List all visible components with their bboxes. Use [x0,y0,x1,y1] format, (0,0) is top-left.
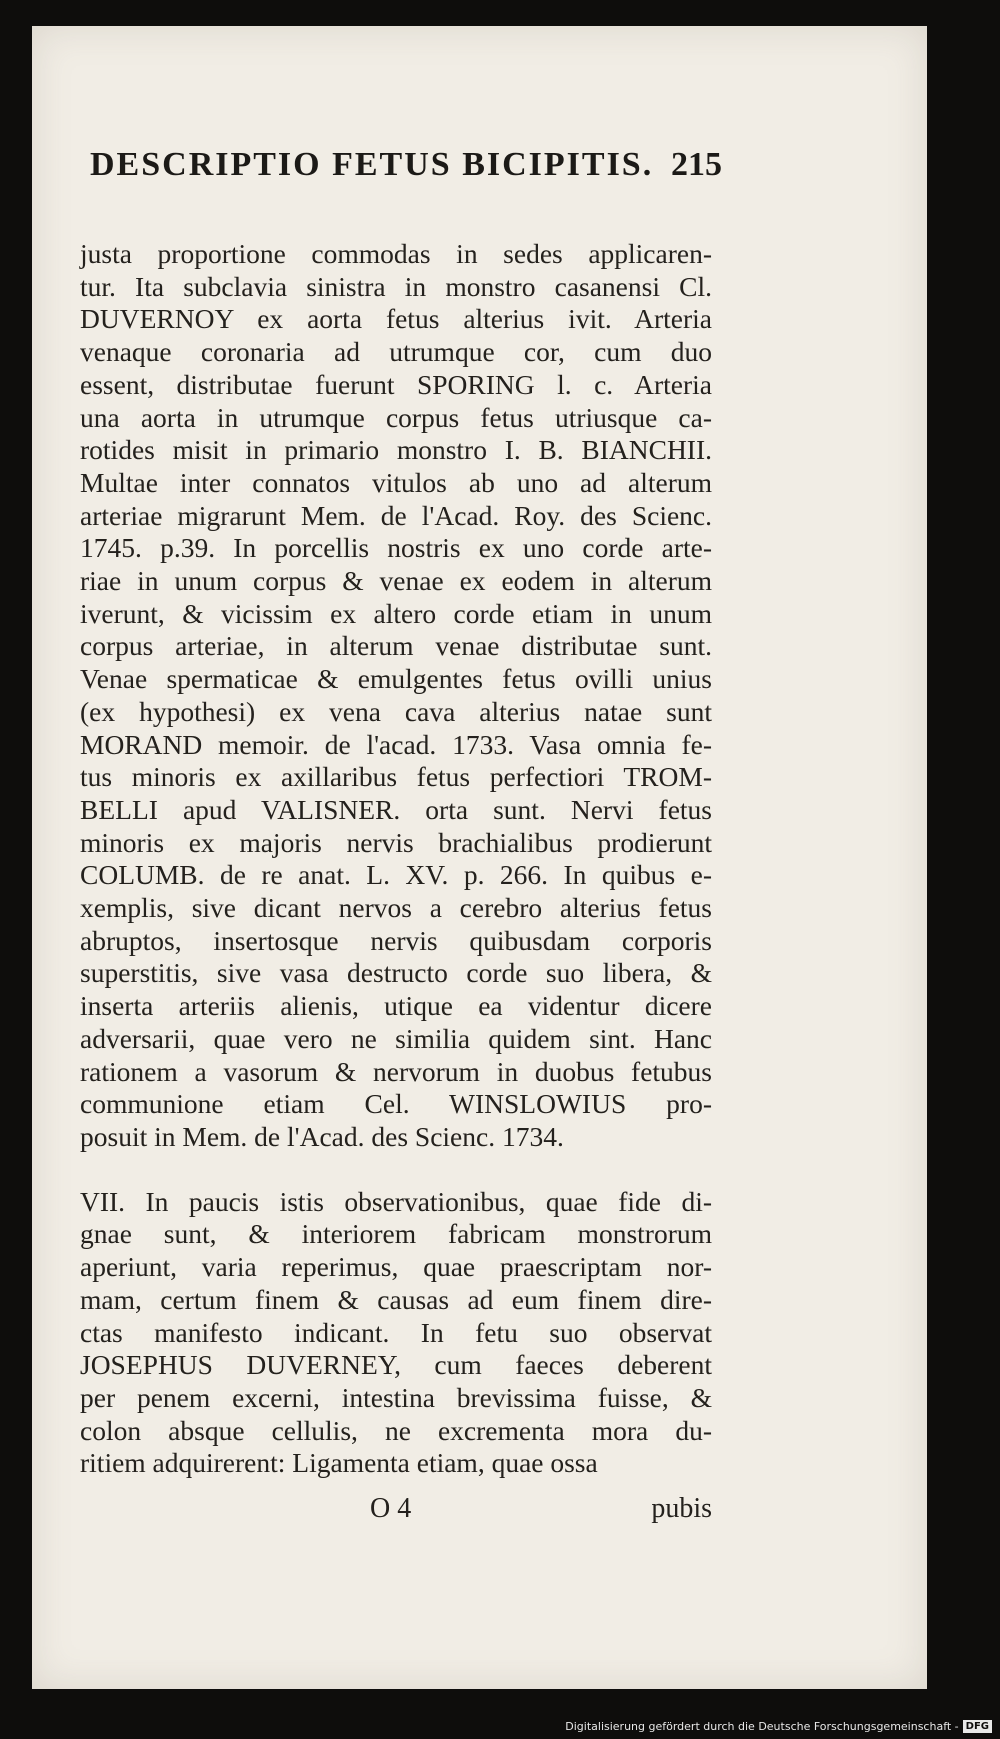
text-line: Venae spermaticae & emulgentes fetus ovilli unius [80,663,712,695]
text-line: essent, distributae fuerunt SPORING l. c. Arteria [80,368,712,400]
page-footer [80,1493,712,1529]
text-line: Multae inter connatos vitulos ab uno ad alterum [80,466,712,498]
text-line: xemplis, sive dicant nervos a cerebro alterius fetus [80,892,712,924]
text-line: BELLI apud VALISNER. orta sunt. Nervi fetus [80,793,712,825]
text-line: minoris ex majoris nervis brachialibus prodierunt [80,826,712,858]
page-number: 215 [671,146,722,183]
text-line: una aorta in utrumque corpus fetus utriusque ca- [80,401,712,433]
paragraph-gap [80,1154,712,1186]
text-line: rationem a vasorum & nervorum in duobus fetubus [80,1055,712,1087]
text-line: superstitis, sive vasa destructo corde suo libera, & [80,957,712,989]
text-line: corpus arteriae, in alterum venae distributae sunt. [80,630,712,662]
credit-text: Digitalisierung gefördert durch die Deutsche Forschungsgemeinschaft - [565,1720,959,1733]
text-line: JOSEPHUS DUVERNEY, cum faeces deberent [80,1349,712,1381]
text-line: VII. In paucis istis observationibus, quae fide di- [80,1185,712,1217]
text-line: rotides misit in primario monstro I. B. BIANCHII. [80,434,712,466]
signature-mark: O 4 [370,1493,412,1524]
text-line: colon absque cellulis, ne excrementa mora du- [80,1414,712,1446]
paragraph-2 [80,1186,712,1480]
text-line: COLUMB. de re anat. L. XV. p. 266. In quibus e- [80,859,712,891]
text-line: tur. Ita subclavia sinistra in monstro casanensi Cl. [80,270,712,302]
text-line: gnae sunt, & interiorem fabricam monstrorum [80,1218,712,1250]
paragraph-1 [80,238,712,1154]
text-line: mam, certum finem & causas ad eum finem dire- [80,1283,712,1315]
text-line: venaque coronaria ad utrumque cor, cum duo [80,336,712,368]
text-line: inserta arteriis alienis, utique ea videntur dicere [80,990,712,1022]
dfg-logo: DFG [963,1720,992,1733]
text-line: adversarii, quae vero ne similia quidem sint. Hanc [80,1022,712,1054]
running-title: DESCRIPTIO FETUS BICIPITIS. [90,146,654,183]
page-header [90,146,722,206]
text-line: posuit in Mem. de l'Acad. des Scienc. 1734. [80,1120,564,1152]
text-line: ritiem adquirerent: Ligamenta etiam, quae ossa [80,1447,598,1479]
text-line: DUVERNOY ex aorta fetus alterius ivit. Arteria [80,303,712,335]
catchword: pubis [651,1493,712,1524]
text-line: arteriae migrarunt Mem. de l'Acad. Roy. des Scienc. [80,499,712,531]
text-line: 1745. p.39. In porcellis nostris ex uno corde arte- [80,532,712,564]
text-line: (ex hypothesi) ex vena cava alterius natae sunt [80,695,712,727]
text-line: communione etiam Cel. WINSLOWIUS pro- [80,1088,712,1120]
text-line: ctas manifesto indicant. In fetu suo observat [80,1316,712,1348]
page-body [80,238,712,1480]
text-line: tus minoris ex axillaribus fetus perfectiori TROM- [80,761,712,793]
text-line: abruptos, insertosque nervis quibusdam corporis [80,924,712,956]
text-line: per penem excerni, intestina brevissima fuisse, & [80,1381,712,1413]
digitization-credit [565,1720,992,1733]
text-line: aperiunt, varia reperimus, quae praescriptam nor- [80,1251,712,1283]
text-line: MORAND memoir. de l'acad. 1733. Vasa omnia fe- [80,728,712,760]
text-line: riae in unum corpus & venae ex eodem in alterum [80,565,712,597]
text-line: iverunt, & vicissim ex altero corde etiam in unum [80,597,712,629]
text-line: justa proportione commodas in sedes applicaren- [80,238,712,269]
